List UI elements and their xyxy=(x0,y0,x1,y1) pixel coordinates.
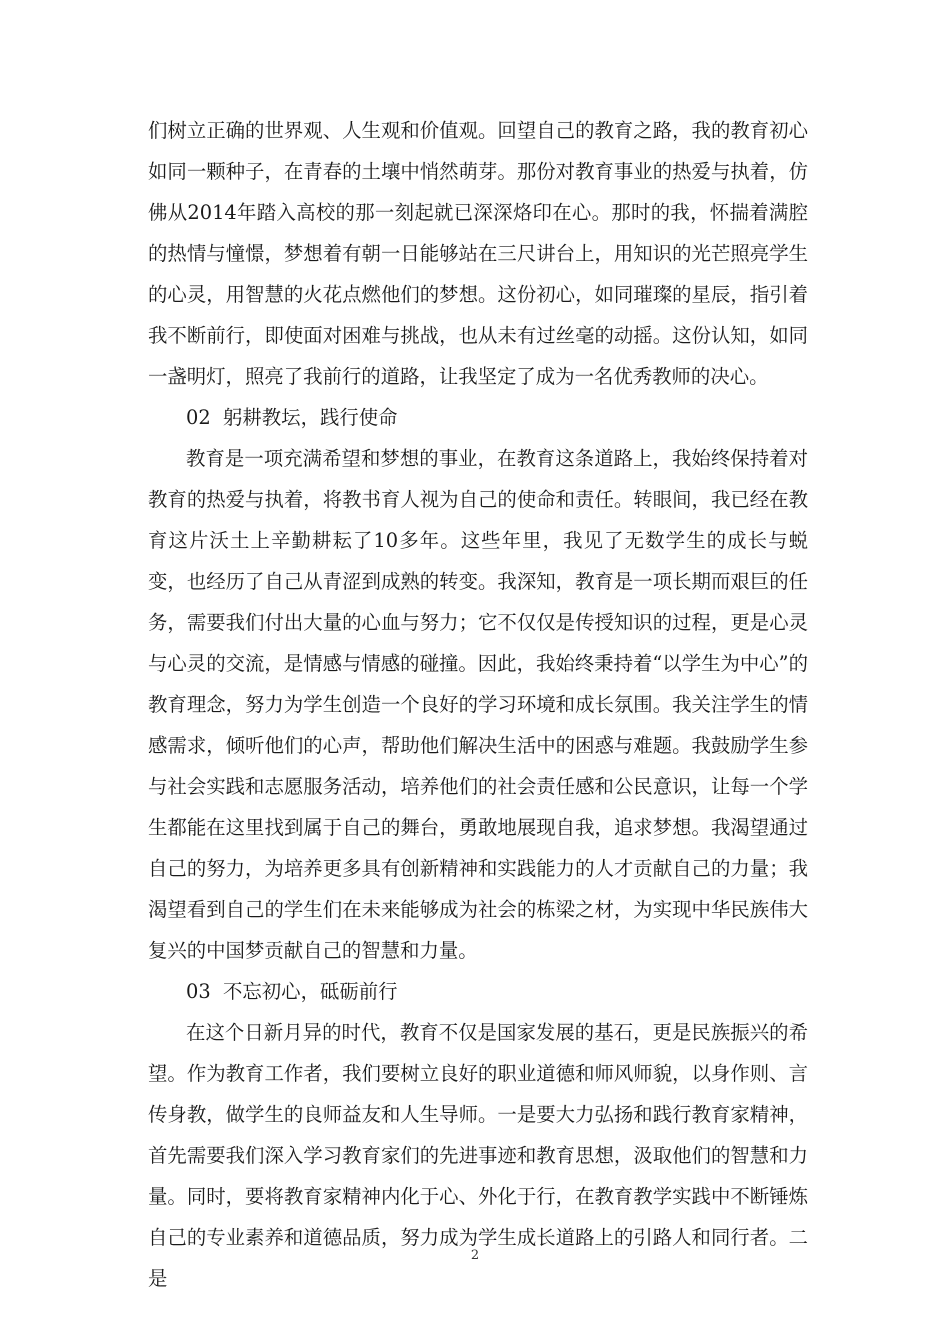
section-heading-02: 02 躬耕教坛，践行使命 xyxy=(186,406,398,429)
section-heading-03: 03 不忘初心，砥砺前行 xyxy=(186,980,398,1003)
paragraph-section-03: 在这个日新月异的时代，教育不仅是国家发展的基石，更是民族振兴的希望。作为教育工作者，我们要树立良好的职业道德和师风师貌，以身作则、言传身教，做学生的良师益友和人生导师。一是要大力弘扬和践行教育家精神，首先需要我们深入学习教育家们的先进事迹和教育思想，汲取他们的智慧和力量。同时，要将教育家精神内化于心、外化于行，在教育教学实践中不断锤炼自己的专业素养和道德品质，努力成为学生成长道路上的引路人和同行者。二是 xyxy=(148,1021,808,1290)
paragraph-continued: 们树立正确的世界观、人生观和价值观。回望自己的教育之路，我的教育初心如同一颗种子，在青春的土壤中悄然萌芽。那份对教育事业的热爱与执着，仿佛从2014年踏入高校的那一刻起就已深深烙印在心。那时的我，怀揣着满腔的热情与憧憬，梦想着有朝一日能够站在三尺讲台上，用知识的光芒照亮学生的心灵，用智慧的火花点燃他们的梦想。这份初心，如同璀璨的星辰，指引着我不断前行，即使面对困难与挑战，也从未有过丝毫的动摇。这份认知，如同一盏明灯，照亮了我前行的道路，让我坚定了成为一名优秀教师的决心。 xyxy=(148,119,808,388)
page-number: 2 xyxy=(470,1248,480,1263)
document-body xyxy=(148,110,808,1299)
paragraph-section-02: 教育是一项充满希望和梦想的事业，在教育这条道路上，我始终保持着对教育的热爱与执着，将教书育人视为自己的使命和责任。转眼间，我已经在教育这片沃土上辛勤耕耘了10多年。这些年里，我见了无数学生的成长与蜕变，也经历了自己从青涩到成熟的转变。我深知，教育是一项长期而艰巨的任务，需要我们付出大量的心血与努力；它不仅仅是传授知识的过程，更是心灵与心灵的交流，是情感与情感的碰撞。因此，我始终秉持着“以学生为中心”的教育理念，努力为学生创造一个良好的学习环境和成长氛围。我关注学生的情感需求，倾听他们的心声，帮助他们解决生活中的困惑与难题。我鼓励学生参与社会实践和志愿服务活动，培养他们的社会责任感和公民意识，让每一个学生都能在这里找到属于自己的舞台，勇敢地展现自我，追求梦想。我渴望通过自己的努力，为培养更多具有创新精神和实践能力的人才贡献自己的力量；我渴望看到自己的学生们在未来能够成为社会的栋梁之材，为实现中华民族伟大复兴的中国梦贡献自己的智慧和力量。 xyxy=(148,447,808,962)
